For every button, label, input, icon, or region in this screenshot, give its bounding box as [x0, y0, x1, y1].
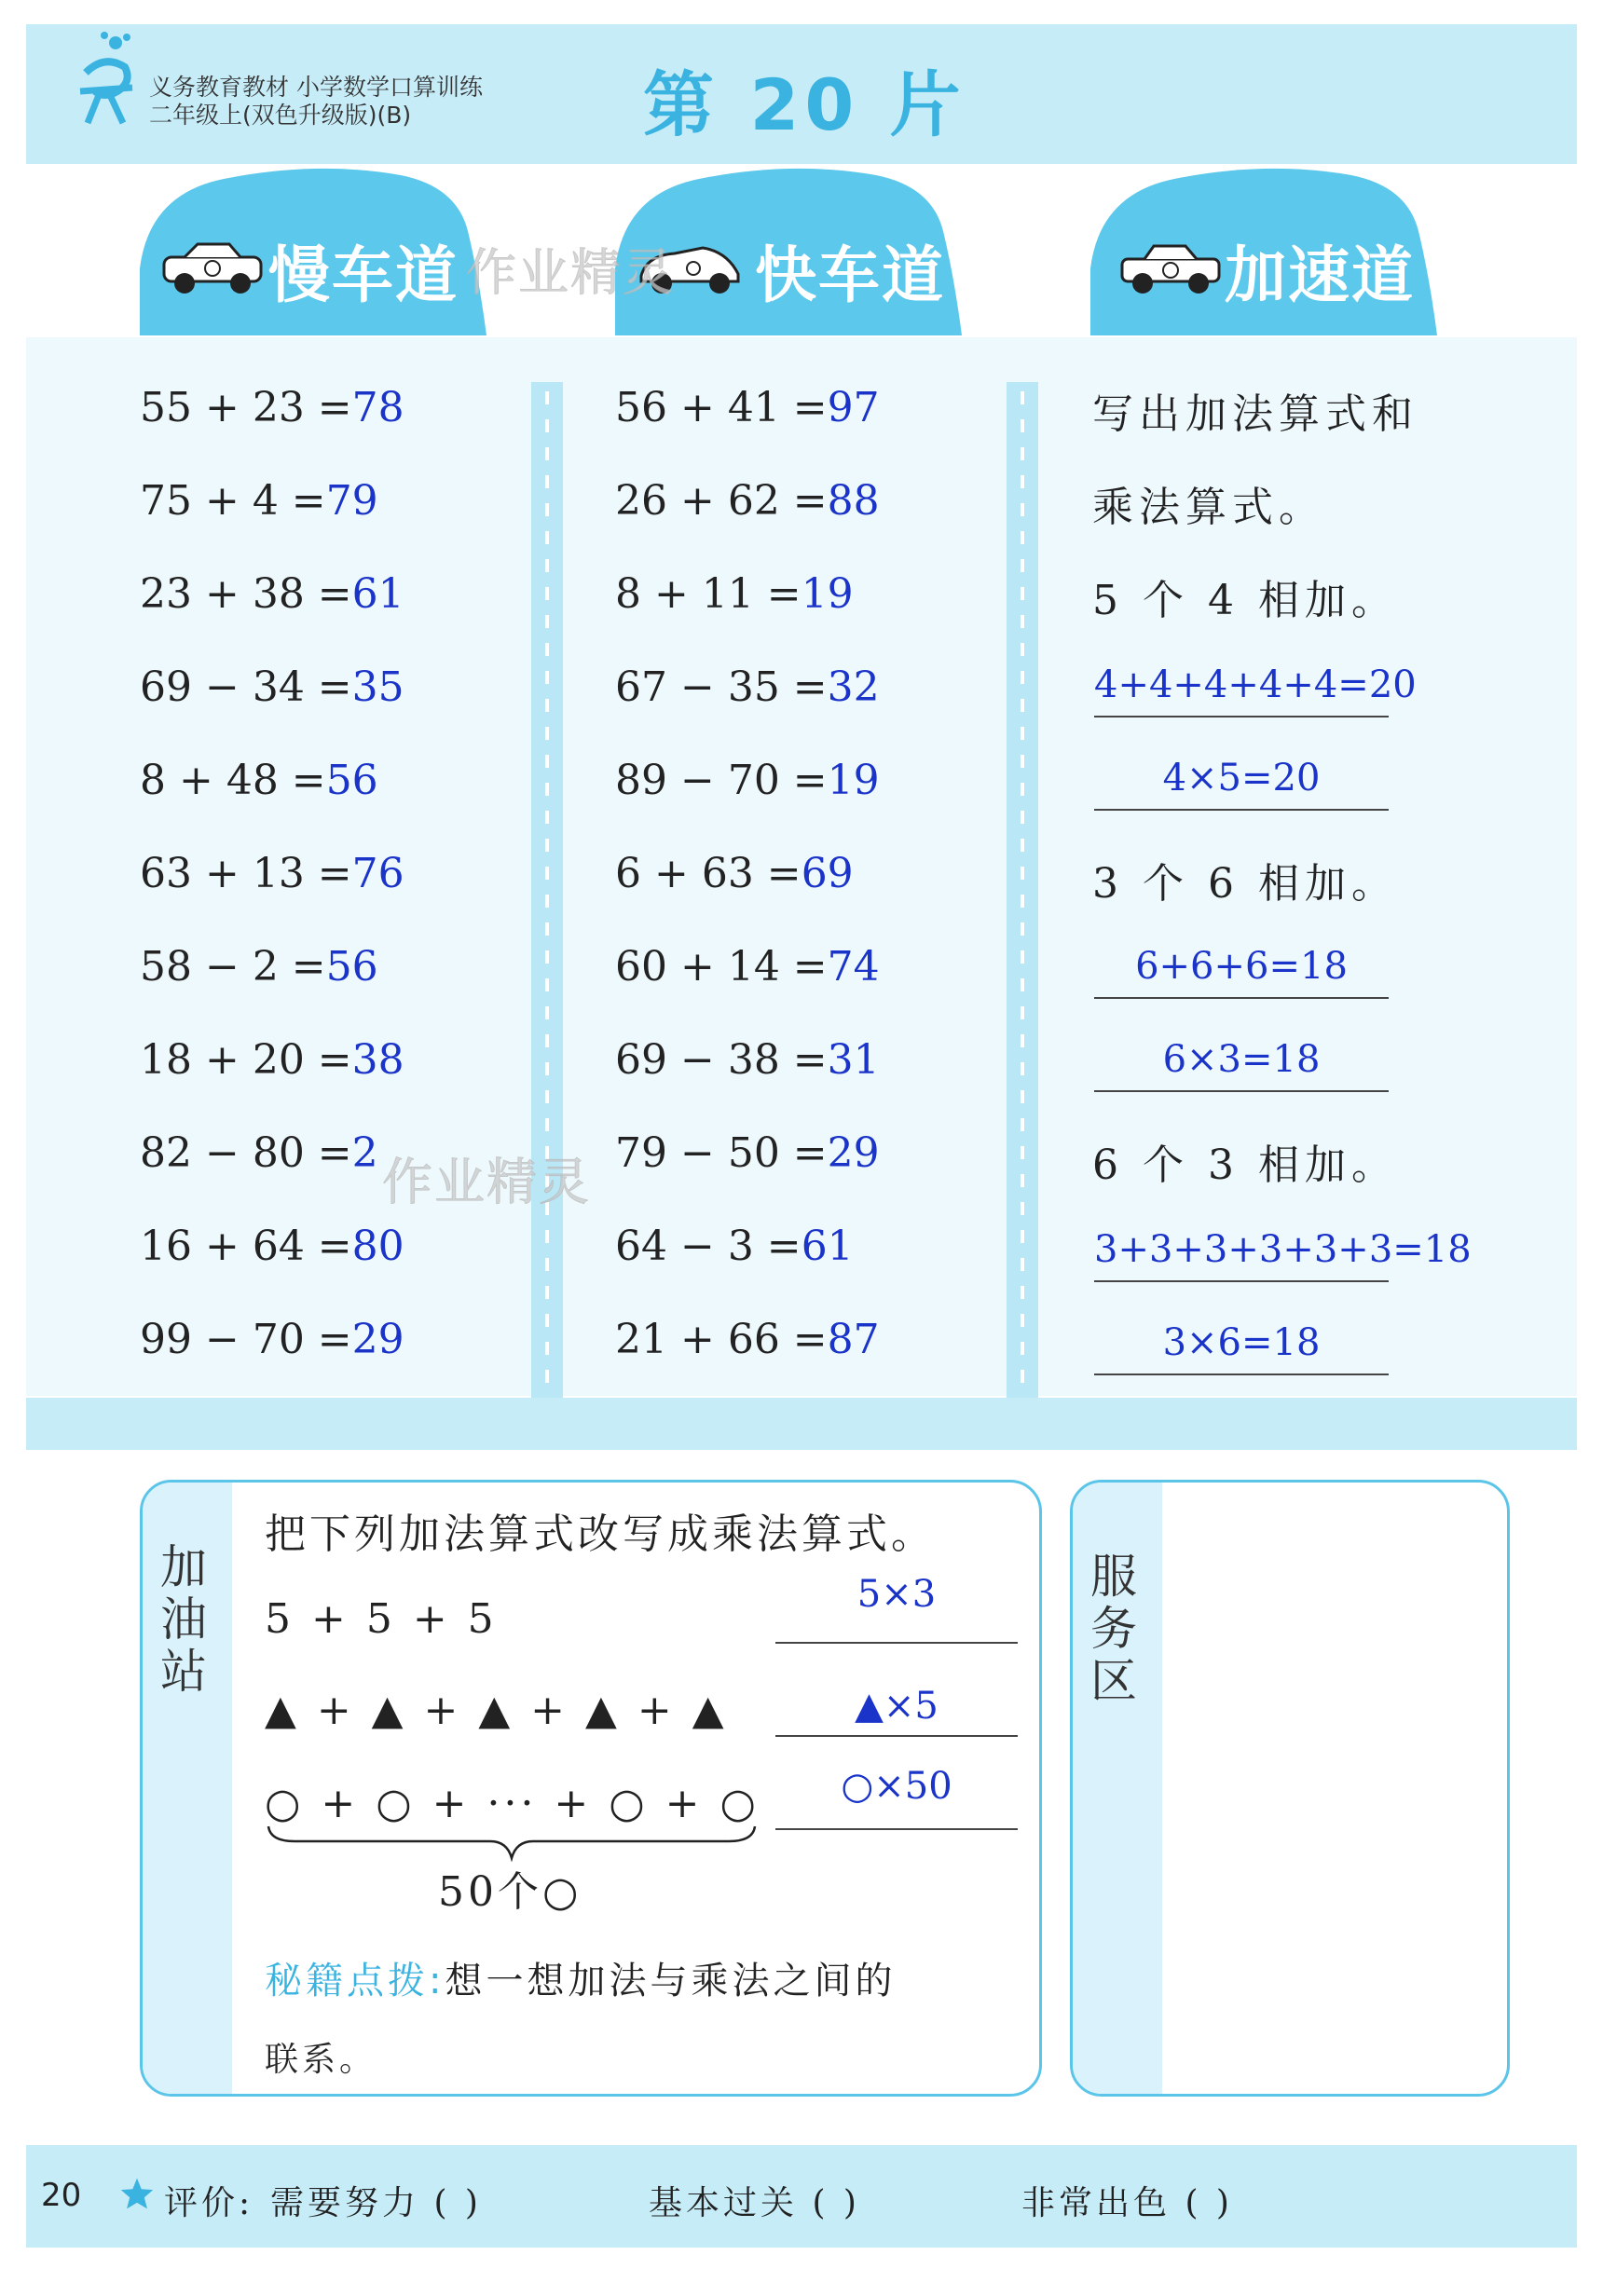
instruction-text: 写出加法算式和	[1092, 390, 1418, 438]
multiplication-answer: ○×50	[841, 1765, 952, 1808]
lane-title: 快车道	[755, 239, 945, 311]
divider-dash	[1021, 1034, 1024, 1047]
equation: 18 + 20 =	[140, 1036, 352, 1084]
answer: 2	[351, 1129, 378, 1177]
lane-title: 慢车道	[268, 239, 459, 311]
divider-dash	[1021, 391, 1024, 404]
divider-dash	[1021, 1258, 1024, 1271]
divider-dash	[1021, 1006, 1024, 1019]
equation-row	[615, 757, 880, 804]
equation-row	[615, 943, 880, 991]
divider-dash	[1021, 783, 1024, 796]
divider-dash	[545, 699, 549, 712]
race-car-icon	[160, 239, 265, 296]
answer: 69	[801, 850, 854, 897]
problem-prompt: 3 个 6 相加。	[1092, 860, 1398, 908]
answer: 32	[827, 663, 880, 711]
answer-line	[1094, 809, 1389, 811]
rating-option-needs-effort: 需要努力 ( )	[270, 2184, 482, 2222]
tip	[265, 1951, 896, 2004]
divider-dash	[545, 1258, 549, 1271]
multiplication-answer: 6×3=18	[1162, 1038, 1321, 1081]
divider-dash	[545, 1314, 549, 1327]
addition-expression: ○ + ○ + ··· + ○ + ○	[265, 1780, 760, 1827]
equation: 67 − 35 =	[615, 663, 828, 711]
answer: 74	[827, 943, 880, 991]
divider-dash	[545, 727, 549, 740]
equation: 79 − 50 =	[615, 1129, 828, 1177]
equation-row	[615, 663, 880, 711]
equation-row	[140, 850, 404, 897]
divider-dash	[1021, 755, 1024, 768]
divider-dash	[545, 475, 549, 488]
equation-row	[140, 384, 404, 431]
divider-dash	[1021, 839, 1024, 852]
equation: 23 + 38 =	[140, 570, 352, 618]
addition-expression: ▲ + ▲ + ▲ + ▲ + ▲	[265, 1687, 728, 1734]
divider-dash	[1021, 559, 1024, 572]
divider-dash	[545, 559, 549, 572]
equation: 75 + 4 =	[140, 477, 326, 525]
equation-row	[140, 663, 404, 711]
divider-dash	[1021, 419, 1024, 432]
equation-row	[140, 1223, 404, 1270]
answer: 56	[325, 757, 378, 804]
divider-dash	[1021, 447, 1024, 460]
divider-dash	[1021, 1314, 1024, 1327]
equation-row	[140, 477, 378, 525]
equation: 99 − 70 =	[140, 1316, 352, 1363]
equation: 8 + 11 =	[615, 570, 802, 618]
equation: 26 + 62 =	[615, 477, 828, 525]
equation: 63 + 13 =	[140, 850, 352, 897]
equation-row	[615, 1036, 880, 1084]
divider-dash	[1021, 727, 1024, 740]
answer: 88	[827, 477, 880, 525]
divider-dash	[1021, 1062, 1024, 1075]
divider-dash	[545, 1090, 549, 1103]
answer: 97	[827, 384, 880, 431]
station-label: 加油站	[160, 1540, 207, 1699]
addition-expression: 5 + 5 + 5	[265, 1595, 498, 1643]
divider-dash	[1021, 1174, 1024, 1187]
divider-dash	[545, 587, 549, 600]
logo-icon	[67, 26, 151, 129]
rating-option-pass: 基本过关 ( )	[649, 2184, 860, 2222]
equation: 89 − 70 =	[615, 757, 828, 804]
divider-dash	[545, 783, 549, 796]
answer-line	[1094, 1090, 1389, 1092]
answer: 29	[351, 1316, 404, 1363]
addition-answer: 4+4+4+4+4=20	[1094, 663, 1417, 706]
divider-dash	[1021, 867, 1024, 880]
station-instruction: 把下列加法算式改写成乘法算式。	[265, 1510, 936, 1558]
divider-dash	[545, 1286, 549, 1299]
multiplication-answer: ▲×5	[855, 1685, 939, 1728]
divider-dash	[1021, 503, 1024, 516]
divider-dash	[1021, 1342, 1024, 1355]
addition-answer: 6+6+6=18	[1135, 945, 1348, 988]
answer: 76	[351, 850, 404, 897]
answer: 19	[801, 570, 854, 618]
problem-prompt: 6 个 3 相加。	[1092, 1141, 1398, 1189]
divider-dash	[545, 615, 549, 628]
divider-dash	[1021, 1090, 1024, 1103]
answer: 79	[325, 477, 378, 525]
answer: 35	[351, 663, 404, 711]
answer-line	[1094, 716, 1389, 718]
tab-speedup-lane	[1090, 166, 1437, 335]
answer: 19	[827, 757, 880, 804]
equation-row	[615, 1316, 880, 1363]
divider-dash	[1021, 1118, 1024, 1131]
book-title: 义务教育教材 小学数学口算训练	[149, 74, 483, 101]
divider-dash	[1021, 699, 1024, 712]
answer: 38	[351, 1036, 404, 1084]
answer: 61	[351, 570, 404, 618]
divider-dash	[1021, 475, 1024, 488]
watermark: 作业精灵	[382, 1153, 591, 1211]
divider-dash	[545, 811, 549, 824]
brace-icon	[267, 1824, 757, 1862]
divider-dash	[1021, 615, 1024, 628]
divider-dash	[545, 1062, 549, 1075]
answer-line	[775, 1642, 1018, 1644]
service-label: 服务区	[1090, 1550, 1137, 1708]
equation-row	[140, 570, 404, 618]
equation: 58 − 2 =	[140, 943, 326, 991]
equation-row	[615, 1223, 854, 1270]
answer: 80	[351, 1223, 404, 1270]
equation-row	[140, 943, 378, 991]
answer-line	[1094, 1374, 1389, 1375]
divider-dash	[1021, 950, 1024, 964]
answer-line	[775, 1828, 1018, 1830]
divider-dash	[545, 643, 549, 656]
equation: 56 + 41 =	[615, 384, 828, 431]
equation: 6 + 63 =	[615, 850, 802, 897]
divider-dash	[1021, 895, 1024, 908]
divider-dash	[545, 503, 549, 516]
tip-label: 秘籍点拨:	[265, 1960, 445, 2002]
divider-dash	[545, 671, 549, 684]
equation: 69 − 34 =	[140, 663, 352, 711]
equation-row	[140, 757, 378, 804]
divider-dash	[1021, 587, 1024, 600]
divider-dash	[1021, 1146, 1024, 1159]
addition-answer: 3+3+3+3+3+3=18	[1094, 1228, 1472, 1271]
book-subtitle: 二年级上(双色升级版)(B)	[149, 102, 412, 129]
answer: 31	[827, 1036, 880, 1084]
divider-dash	[545, 895, 549, 908]
divider-dash	[545, 867, 549, 880]
problem-prompt: 5 个 4 相加。	[1092, 577, 1398, 624]
divider-dash	[1021, 531, 1024, 544]
divider-dash	[1021, 978, 1024, 991]
divider-dash	[545, 950, 549, 964]
divider-dash	[545, 1034, 549, 1047]
divider-dash	[1021, 1202, 1024, 1215]
equation: 16 + 64 =	[140, 1223, 352, 1270]
page-heading: 第 20 片	[643, 63, 966, 146]
equation-row	[615, 1129, 880, 1177]
lane-title: 加速道	[1225, 239, 1415, 311]
lane-divider	[1007, 382, 1038, 1398]
divider-dash	[545, 839, 549, 852]
divider-dash	[1021, 1230, 1024, 1243]
lane-divider	[531, 382, 563, 1398]
multiplication-answer: 3×6=18	[1162, 1321, 1321, 1364]
equation-row	[140, 1316, 404, 1363]
watermark: 作业精灵	[466, 243, 675, 302]
divider-dash	[545, 1342, 549, 1355]
multiplication-answer: 5×3	[856, 1573, 937, 1616]
answer: 56	[325, 943, 378, 991]
equation: 69 − 38 =	[615, 1036, 828, 1084]
instruction-text: 乘法算式。	[1092, 484, 1325, 531]
equation-row	[615, 477, 880, 525]
equation-row	[615, 570, 854, 618]
equation-row	[615, 384, 880, 431]
brace-note: 50个○	[438, 1868, 582, 1916]
page-number: 20	[41, 2177, 82, 2214]
divider-dash	[1021, 643, 1024, 656]
divider-dash	[545, 1118, 549, 1131]
divider-dash	[545, 922, 549, 936]
race-car-icon	[1118, 239, 1223, 296]
answer-line	[1094, 1280, 1389, 1282]
divider-dash	[545, 978, 549, 991]
divider-dash	[545, 755, 549, 768]
answer: 29	[827, 1129, 880, 1177]
divider-dash	[1021, 1370, 1024, 1383]
divider-dash	[545, 1370, 549, 1383]
equation-row	[615, 850, 854, 897]
rating-label: 评价:	[164, 2184, 254, 2222]
equation: 64 − 3 =	[615, 1223, 802, 1270]
equation: 21 + 66 =	[615, 1316, 828, 1363]
equation-row	[140, 1129, 378, 1177]
divider-dash	[1021, 671, 1024, 684]
answer: 61	[801, 1223, 854, 1270]
section-band	[26, 1398, 1577, 1450]
divider-dash	[545, 531, 549, 544]
tip-text-continued: 联系。	[265, 2041, 377, 2079]
tab-slow-lane	[140, 166, 486, 335]
divider-dash	[1021, 922, 1024, 936]
answer: 87	[827, 1316, 880, 1363]
divider-dash	[545, 391, 549, 404]
answer-line	[1094, 997, 1389, 999]
divider-dash	[545, 447, 549, 460]
answer-line	[775, 1735, 1018, 1737]
equation: 55 + 23 =	[140, 384, 352, 431]
equation: 82 − 80 =	[140, 1129, 352, 1177]
answer: 78	[351, 384, 404, 431]
divider-dash	[545, 1230, 549, 1243]
equation: 8 + 48 =	[140, 757, 326, 804]
tip-text: 想一想加法与乘法之间的	[445, 1960, 897, 2002]
equation: 60 + 14 =	[615, 943, 828, 991]
divider-dash	[545, 1006, 549, 1019]
multiplication-answer: 4×5=20	[1162, 757, 1321, 800]
star-icon	[119, 2177, 155, 2210]
divider-dash	[545, 419, 549, 432]
divider-dash	[1021, 1286, 1024, 1299]
divider-dash	[1021, 811, 1024, 824]
equation-row	[140, 1036, 404, 1084]
rating-option-excellent: 非常出色 ( )	[1021, 2184, 1233, 2222]
